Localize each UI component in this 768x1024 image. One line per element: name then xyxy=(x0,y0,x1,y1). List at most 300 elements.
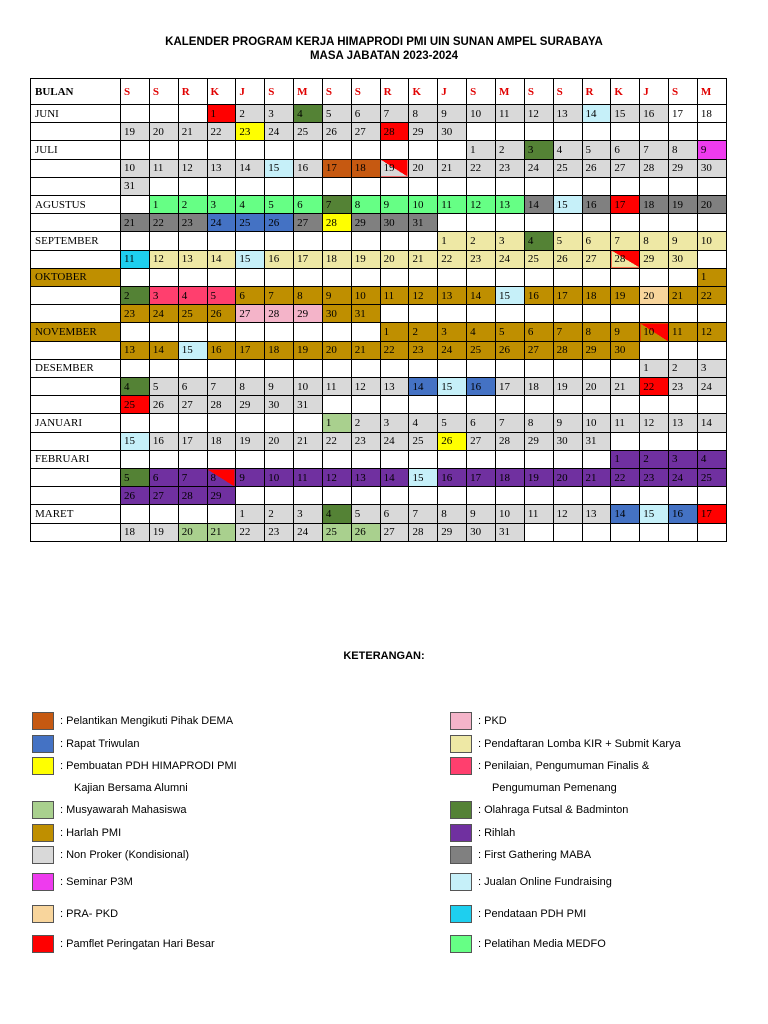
day-cell: 9 xyxy=(553,414,582,432)
day-cell: 10 xyxy=(697,232,726,250)
day-cell: 19 xyxy=(669,196,698,214)
day-cell: 12 xyxy=(178,159,207,177)
header-day: K xyxy=(207,79,236,105)
day-cell: 30 xyxy=(380,214,409,232)
day-cell: 23 xyxy=(467,250,496,268)
day-cell: 12 xyxy=(553,505,582,523)
empty-cell xyxy=(640,123,669,141)
calendar-row xyxy=(31,505,727,523)
day-cell: 11 xyxy=(322,378,351,396)
empty-cell xyxy=(697,214,726,232)
calendar-row xyxy=(31,250,727,268)
empty-cell xyxy=(380,487,409,505)
day-cell: 15 xyxy=(640,505,669,523)
day-cell: 23 xyxy=(669,378,698,396)
day-cell: 3 xyxy=(697,359,726,377)
day-cell: 27 xyxy=(467,432,496,450)
empty-cell xyxy=(149,323,178,341)
calendar-subtitle: MASA JABATAN 2023-2024 xyxy=(309,50,459,62)
day-cell: 28 xyxy=(640,159,669,177)
empty-cell xyxy=(236,359,265,377)
empty-cell xyxy=(640,214,669,232)
empty-cell xyxy=(236,323,265,341)
day-cell: 22 xyxy=(236,523,265,541)
month-label-empty xyxy=(31,396,121,414)
day-cell: 1 xyxy=(467,141,496,159)
day-cell: 4 xyxy=(121,378,150,396)
empty-cell xyxy=(178,268,207,286)
day-cell: 13 xyxy=(553,105,582,123)
day-cell: 20 xyxy=(640,287,669,305)
empty-cell xyxy=(524,305,553,323)
empty-cell xyxy=(294,268,323,286)
day-cell: 3 xyxy=(149,287,178,305)
day-cell: 8 xyxy=(438,505,467,523)
day-cell: 1 xyxy=(380,323,409,341)
day-cell: 8 xyxy=(640,232,669,250)
day-cell: 2 xyxy=(640,450,669,468)
day-cell: 23 xyxy=(351,432,380,450)
day-cell: 7 xyxy=(380,105,409,123)
day-cell: 22 xyxy=(380,341,409,359)
day-cell: 31 xyxy=(495,523,524,541)
day-cell: 6 xyxy=(294,196,323,214)
empty-cell xyxy=(697,487,726,505)
day-cell: 15 xyxy=(495,287,524,305)
day-cell: 11 xyxy=(611,414,640,432)
day-cell: 1 xyxy=(322,414,351,432)
day-cell: 14 xyxy=(582,105,611,123)
header-bulan: BULAN xyxy=(31,79,121,105)
day-cell: 17 xyxy=(553,287,582,305)
day-cell: 9 xyxy=(236,469,265,487)
legend-item xyxy=(450,780,617,796)
calendar-row xyxy=(31,232,727,250)
day-cell: 23 xyxy=(640,469,669,487)
empty-cell xyxy=(611,432,640,450)
day-cell: 22 xyxy=(149,214,178,232)
calendar-row xyxy=(31,196,727,214)
day-cell: 12 xyxy=(322,469,351,487)
day-cell: 12 xyxy=(524,105,553,123)
day-cell: 7 xyxy=(322,196,351,214)
legend-text: : Jualan Online Fundraising xyxy=(478,876,612,888)
empty-cell xyxy=(322,323,351,341)
empty-cell xyxy=(669,305,698,323)
day-cell: 2 xyxy=(495,141,524,159)
empty-cell xyxy=(409,268,438,286)
day-cell: 28 xyxy=(611,250,640,268)
empty-cell xyxy=(697,250,726,268)
legend-text: : Non Proker (Kondisional) xyxy=(60,849,190,861)
day-cell: 2 xyxy=(121,287,150,305)
empty-cell xyxy=(697,396,726,414)
empty-cell xyxy=(524,177,553,195)
calendar-row xyxy=(31,214,727,232)
day-cell: 15 xyxy=(178,341,207,359)
legend-text: : Rapat Triwulan xyxy=(60,738,140,750)
day-cell: 15 xyxy=(409,469,438,487)
day-cell: 31 xyxy=(121,177,150,195)
legend-swatch xyxy=(450,801,472,819)
month-label-empty xyxy=(31,378,121,396)
empty-cell xyxy=(640,523,669,541)
empty-cell xyxy=(495,487,524,505)
empty-cell xyxy=(611,305,640,323)
calendar-row xyxy=(31,523,727,541)
day-cell: 18 xyxy=(582,287,611,305)
day-cell: 28 xyxy=(553,341,582,359)
day-cell: 9 xyxy=(467,505,496,523)
day-cell: 23 xyxy=(236,123,265,141)
empty-cell xyxy=(265,487,294,505)
legend-item xyxy=(450,905,586,923)
calendar-header-row xyxy=(31,79,727,105)
empty-cell xyxy=(265,359,294,377)
empty-cell xyxy=(121,141,150,159)
day-cell: 17 xyxy=(178,432,207,450)
day-cell: 22 xyxy=(322,432,351,450)
day-cell: 19 xyxy=(553,378,582,396)
calendar-row xyxy=(31,159,727,177)
legend-item xyxy=(32,935,215,953)
empty-cell xyxy=(380,141,409,159)
day-cell: 29 xyxy=(669,159,698,177)
calendar-row xyxy=(31,305,727,323)
calendar-title: KALENDER PROGRAM KERJA HIMAPRODI PMI UIN SUNAN AMPEL SURABAYA xyxy=(165,36,603,48)
empty-cell xyxy=(669,432,698,450)
legend-swatch xyxy=(32,712,54,730)
day-cell: 15 xyxy=(236,250,265,268)
day-cell: 17 xyxy=(294,250,323,268)
day-cell: 25 xyxy=(467,341,496,359)
day-cell: 9 xyxy=(438,105,467,123)
day-cell: 6 xyxy=(149,469,178,487)
day-cell: 17 xyxy=(611,196,640,214)
day-cell: 2 xyxy=(351,414,380,432)
empty-cell xyxy=(697,123,726,141)
empty-cell xyxy=(640,341,669,359)
legend-swatch xyxy=(450,935,472,953)
day-cell: 22 xyxy=(467,159,496,177)
empty-cell xyxy=(178,105,207,123)
empty-cell xyxy=(351,396,380,414)
empty-cell xyxy=(611,177,640,195)
day-cell: 2 xyxy=(467,232,496,250)
day-cell: 10 xyxy=(640,323,669,341)
empty-cell xyxy=(697,341,726,359)
day-cell: 4 xyxy=(553,141,582,159)
day-cell: 14 xyxy=(236,159,265,177)
empty-cell xyxy=(553,487,582,505)
day-cell: 25 xyxy=(409,432,438,450)
day-cell: 15 xyxy=(611,105,640,123)
legend-text: Kajian Bersama Alumni xyxy=(74,782,188,794)
empty-cell xyxy=(121,196,150,214)
day-cell: 7 xyxy=(495,414,524,432)
empty-cell xyxy=(611,268,640,286)
empty-cell xyxy=(467,305,496,323)
legend-text: : Harlah PMI xyxy=(60,827,122,839)
empty-cell xyxy=(524,450,553,468)
empty-cell xyxy=(265,323,294,341)
day-cell: 4 xyxy=(236,196,265,214)
calendar-row xyxy=(31,450,727,468)
empty-cell xyxy=(438,487,467,505)
day-cell: 3 xyxy=(669,450,698,468)
legend-swatch xyxy=(32,846,54,864)
day-cell: 1 xyxy=(611,450,640,468)
day-cell: 22 xyxy=(640,378,669,396)
day-cell: 29 xyxy=(582,341,611,359)
calendar-row xyxy=(31,323,727,341)
empty-cell xyxy=(669,214,698,232)
empty-cell xyxy=(207,359,236,377)
empty-cell xyxy=(495,214,524,232)
empty-cell xyxy=(149,450,178,468)
day-cell: 8 xyxy=(236,378,265,396)
empty-cell xyxy=(236,232,265,250)
month-label-empty xyxy=(31,469,121,487)
day-cell: 10 xyxy=(265,469,294,487)
empty-cell xyxy=(236,268,265,286)
day-cell: 5 xyxy=(351,505,380,523)
day-cell: 7 xyxy=(409,505,438,523)
legend-text: : Olahraga Futsal & Badminton xyxy=(478,804,629,816)
empty-cell xyxy=(409,232,438,250)
empty-cell xyxy=(524,123,553,141)
legend-text: Pengumuman Pemenang xyxy=(492,782,617,794)
header-day: R xyxy=(380,79,409,105)
empty-cell xyxy=(380,177,409,195)
calendar-row xyxy=(31,177,727,195)
day-cell: 6 xyxy=(582,232,611,250)
empty-cell xyxy=(582,305,611,323)
day-cell: 15 xyxy=(438,378,467,396)
legend-swatch xyxy=(32,735,54,753)
empty-cell xyxy=(409,487,438,505)
empty-cell xyxy=(524,523,553,541)
day-cell: 17 xyxy=(697,505,726,523)
day-cell: 26 xyxy=(322,123,351,141)
day-cell: 1 xyxy=(438,232,467,250)
header-day: M xyxy=(697,79,726,105)
header-day: S xyxy=(553,79,582,105)
day-cell: 10 xyxy=(582,414,611,432)
day-cell: 13 xyxy=(495,196,524,214)
empty-cell xyxy=(178,141,207,159)
day-cell: 6 xyxy=(611,141,640,159)
day-cell: 5 xyxy=(265,196,294,214)
day-cell: 11 xyxy=(524,505,553,523)
empty-cell xyxy=(524,214,553,232)
empty-cell xyxy=(582,523,611,541)
day-cell: 21 xyxy=(294,432,323,450)
empty-cell xyxy=(582,123,611,141)
empty-cell xyxy=(380,305,409,323)
day-cell: 25 xyxy=(121,396,150,414)
calendar-table xyxy=(30,78,727,542)
day-cell: 22 xyxy=(611,469,640,487)
empty-cell xyxy=(236,487,265,505)
legend-item xyxy=(450,824,515,842)
empty-cell xyxy=(294,359,323,377)
day-cell: 16 xyxy=(582,196,611,214)
empty-cell xyxy=(467,123,496,141)
empty-cell xyxy=(438,305,467,323)
empty-cell xyxy=(438,359,467,377)
empty-cell xyxy=(322,232,351,250)
empty-cell xyxy=(640,396,669,414)
day-cell: 18 xyxy=(524,378,553,396)
empty-cell xyxy=(697,432,726,450)
empty-cell xyxy=(121,505,150,523)
day-cell: 11 xyxy=(380,287,409,305)
empty-cell xyxy=(322,177,351,195)
month-label-empty xyxy=(31,159,121,177)
day-cell: 29 xyxy=(207,487,236,505)
day-cell: 12 xyxy=(697,323,726,341)
day-cell: 29 xyxy=(236,396,265,414)
empty-cell xyxy=(495,396,524,414)
empty-cell xyxy=(611,396,640,414)
calendar-row xyxy=(31,396,727,414)
day-cell: 31 xyxy=(582,432,611,450)
legend-swatch xyxy=(450,735,472,753)
day-cell: 2 xyxy=(409,323,438,341)
day-cell: 23 xyxy=(409,341,438,359)
legend-item xyxy=(32,846,189,864)
day-cell: 23 xyxy=(495,159,524,177)
day-cell: 12 xyxy=(149,250,178,268)
day-cell: 27 xyxy=(236,305,265,323)
day-cell: 4 xyxy=(322,505,351,523)
header-day: S xyxy=(265,79,294,105)
empty-cell xyxy=(121,359,150,377)
day-cell: 1 xyxy=(207,105,236,123)
day-cell: 20 xyxy=(178,523,207,541)
empty-cell xyxy=(236,450,265,468)
day-cell: 7 xyxy=(207,378,236,396)
empty-cell xyxy=(697,305,726,323)
day-cell: 1 xyxy=(697,268,726,286)
day-cell: 19 xyxy=(380,159,409,177)
empty-cell xyxy=(524,268,553,286)
day-cell: 13 xyxy=(207,159,236,177)
day-cell: 8 xyxy=(582,323,611,341)
empty-cell xyxy=(669,396,698,414)
day-cell: 24 xyxy=(438,341,467,359)
empty-cell xyxy=(121,414,150,432)
calendar-row xyxy=(31,378,727,396)
day-cell: 9 xyxy=(611,323,640,341)
day-cell: 21 xyxy=(207,523,236,541)
day-cell: 16 xyxy=(467,378,496,396)
legend-swatch xyxy=(450,757,472,775)
month-label-empty xyxy=(31,287,121,305)
empty-cell xyxy=(380,450,409,468)
empty-cell xyxy=(351,450,380,468)
day-cell: 24 xyxy=(380,432,409,450)
calendar-row xyxy=(31,487,727,505)
day-cell: 8 xyxy=(669,141,698,159)
header-day: J xyxy=(438,79,467,105)
empty-cell xyxy=(294,323,323,341)
header-day: S xyxy=(467,79,496,105)
day-cell: 29 xyxy=(438,523,467,541)
empty-cell xyxy=(467,214,496,232)
day-cell: 2 xyxy=(265,505,294,523)
day-cell: 30 xyxy=(669,250,698,268)
empty-cell xyxy=(178,450,207,468)
empty-cell xyxy=(380,268,409,286)
day-cell: 19 xyxy=(611,287,640,305)
day-cell: 26 xyxy=(553,250,582,268)
day-cell: 30 xyxy=(611,341,640,359)
empty-cell xyxy=(149,359,178,377)
day-cell: 4 xyxy=(524,232,553,250)
day-cell: 11 xyxy=(121,250,150,268)
empty-cell xyxy=(640,305,669,323)
day-cell: 3 xyxy=(495,232,524,250)
empty-cell xyxy=(409,305,438,323)
legend-swatch xyxy=(32,757,54,775)
day-cell: 12 xyxy=(409,287,438,305)
empty-cell xyxy=(121,268,150,286)
empty-cell xyxy=(582,359,611,377)
month-label: AGUSTUS xyxy=(31,196,121,214)
empty-cell xyxy=(207,450,236,468)
day-cell: 9 xyxy=(265,378,294,396)
day-cell: 19 xyxy=(121,123,150,141)
legend-item xyxy=(32,824,121,842)
day-cell: 30 xyxy=(553,432,582,450)
day-cell: 26 xyxy=(438,432,467,450)
empty-cell xyxy=(640,268,669,286)
legend-item xyxy=(32,801,187,819)
day-cell: 13 xyxy=(178,250,207,268)
day-cell: 11 xyxy=(669,323,698,341)
header-day: S xyxy=(351,79,380,105)
day-cell: 18 xyxy=(121,523,150,541)
empty-cell xyxy=(495,305,524,323)
empty-cell xyxy=(409,359,438,377)
calendar-row xyxy=(31,123,727,141)
empty-cell xyxy=(669,177,698,195)
day-cell: 14 xyxy=(409,378,438,396)
legend-item xyxy=(32,780,188,796)
month-label: JANUARI xyxy=(31,414,121,432)
day-cell: 1 xyxy=(236,505,265,523)
day-cell: 18 xyxy=(322,250,351,268)
empty-cell xyxy=(495,450,524,468)
day-cell: 13 xyxy=(669,414,698,432)
legend-swatch xyxy=(450,712,472,730)
day-cell: 15 xyxy=(265,159,294,177)
empty-cell xyxy=(467,487,496,505)
empty-cell xyxy=(524,359,553,377)
legend-item xyxy=(32,712,233,730)
day-cell: 28 xyxy=(207,396,236,414)
empty-cell xyxy=(236,141,265,159)
day-cell: 25 xyxy=(178,305,207,323)
header-day: K xyxy=(409,79,438,105)
empty-cell xyxy=(178,323,207,341)
day-cell: 25 xyxy=(524,250,553,268)
day-cell: 5 xyxy=(121,469,150,487)
day-cell: 7 xyxy=(265,287,294,305)
legend-text: : Pembuatan PDH HIMAPRODI PMI xyxy=(60,760,237,772)
